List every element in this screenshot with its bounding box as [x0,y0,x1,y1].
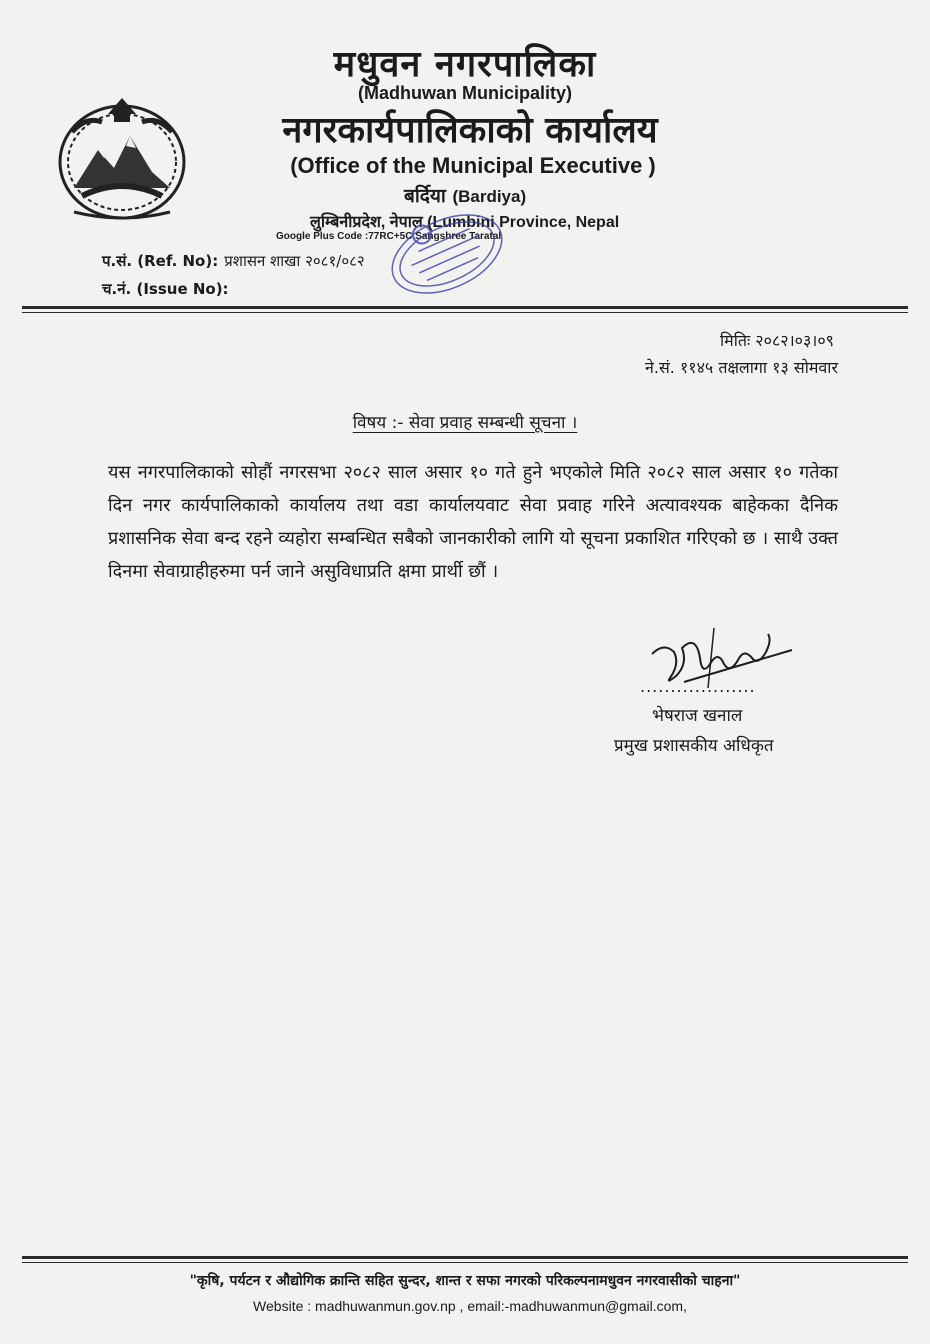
province-np: लुम्बिनीप्रदेश, नेपाल [310,214,423,231]
district-np: बर्दिया [404,185,446,207]
footer-divider-thick [22,1256,908,1259]
signatory-name: भेषराज खनाल [652,706,743,726]
header-divider-thin [22,312,908,313]
ref-value: प्रशासन शाखा २०८१/०८२ [224,252,365,270]
ref-number [102,251,365,271]
notice-body: यस नगरपालिकाको सोहौं नगरसभा २०८२ साल असार १० गते हुने भएकोले मिति २०८२ साल असार १० गतेका दिन नगर कार्यपालिकाको कार्यालय तथा वडा कार्यालयवाट सेवा प्रवाह गरिने अत्यावश्यक बाहेकका दैनिक प्रशासनिक सेवा बन्द रहने व्यहोरा सम्बन्धित सबैको जानकारीको लागि यो सूचना प्रकाशित गरिएको छ । साथै उक्त दिनमा सेवाग्राहीहरुमा पर्न जाने असुविधाप्रति क्षमा प्रार्थी छौं । [108,462,838,582]
footer-slogan: "कृषि, पर्यटन र औद्योगिक क्रान्ति सहित सुन्दर, शान्त र सफा नगरको परिकल्पनामधुवन नगरवासीको चाहना" [189,1273,741,1289]
ref-label: प.सं. (Ref. No): [102,252,219,270]
office-name-np: नगरकार्यपालिकाको कार्यालय [282,110,658,151]
office-stamp-icon [382,204,512,304]
subject-text: विषय :- सेवा प्रवाह सम्बन्धी सूचना । [352,413,578,433]
nepal-samvat-date: ने.सं. ११४५ तक्षलागा १३ सोमवार [645,358,838,377]
municipality-name-np: मधुवन नगरपालिका [333,44,597,85]
district-en: (Bardiya) [452,187,527,206]
municipality-name-en: (Madhuwan Municipality) [358,83,572,103]
letter-date: मितिः २०८२।०३।०९ [720,331,834,350]
google-plus-code: Google Plus Code :77RC+5C Sangshree Taratal [276,231,502,242]
footer-contact: Website : madhuwanmun.gov.np , email:-madhuwanmun@gmail.com, [253,1298,687,1314]
office-name-en: (Office of the Municipal Executive ) [290,153,656,178]
footer-divider-thin [22,1262,908,1263]
issue-number: च.नं. (Issue No): [102,280,229,298]
signatory-title: प्रमुख प्रशासकीय अधिकृत [614,736,774,756]
signature-line: ................... [640,677,756,696]
province-en: (Lumbini Province, Nepal [427,214,620,231]
header-divider-thick [22,306,908,309]
subject-line [0,410,930,433]
